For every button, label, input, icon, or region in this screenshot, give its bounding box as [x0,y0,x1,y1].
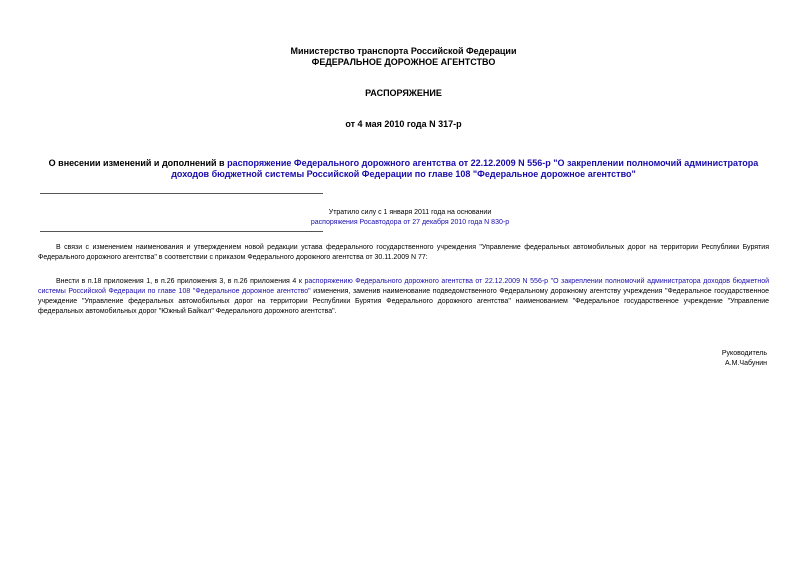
divider-bottom [40,231,323,232]
paragraph-2-suffix: изменения, заменив наименование подведомственного Федеральному дорожному агентству учреждения "Федеральное государственное учреждение "Управление федеральных автомобильных дорог на территории Республики Бурятия Федерального дорожного агентства" наименованием "Федеральное государственное учреждение "Управление федеральных автомобильных дорог "Южный Байкал" Федерального дорожного агентства". [38,288,769,315]
status-note-text: Утратило силу с 1 января 2011 года на основании [328,209,492,216]
divider-top [40,193,323,194]
title-prefix: О внесении изменений и дополнений в [48,158,228,168]
paragraph-1: В связи с изменением наименования и утверждением новой редакции устава федерального государственного учреждения "Управление федеральных автомобильных дорог на территории Республики Бурятия Федерального дорожного агентства" в соответствии с приказом Федерального дорожного агентства от 30.11.2009 N 77: [38,244,769,261]
paragraph-2-link[interactable]: распоряжению Федерального дорожного агентства от 22.12.2009 N 556-р "О закреплении полномочий администратора доходов бюджетной системы Российской Федерации по главе 108 "Федеральное дорожное агентство" [38,278,769,295]
paragraph-2-prefix: Внести в п.18 приложения 1, в п.26 приложения 3, в п.26 приложения 4 к [56,278,305,285]
paragraph-2 [38,277,769,317]
signature-name: А.М.Чабунин [725,360,767,367]
document-type: РАСПОРЯЖЕНИЕ [365,88,442,98]
document-title [40,158,767,180]
status-note-link[interactable]: распоряжения Росавтодора от 27 декабря 2010 года N 830-р [310,219,510,226]
signature-position: Руководитель [721,350,767,357]
ministry-name: Министерство транспорта Российской Федерации [290,46,517,56]
document-date-number: от 4 мая 2010 года N 317-р [345,119,462,129]
title-link[interactable]: распоряжение Федерального дорожного агентства от 22.12.2009 N 556-р "О закреплении полномочий администратора доходов бюджетной системы Российской Федерации по главе 108 "Федеральное дорожное агентство" [171,158,759,179]
agency-name: ФЕДЕРАЛЬНОЕ ДОРОЖНОЕ АГЕНТСТВО [311,57,496,67]
